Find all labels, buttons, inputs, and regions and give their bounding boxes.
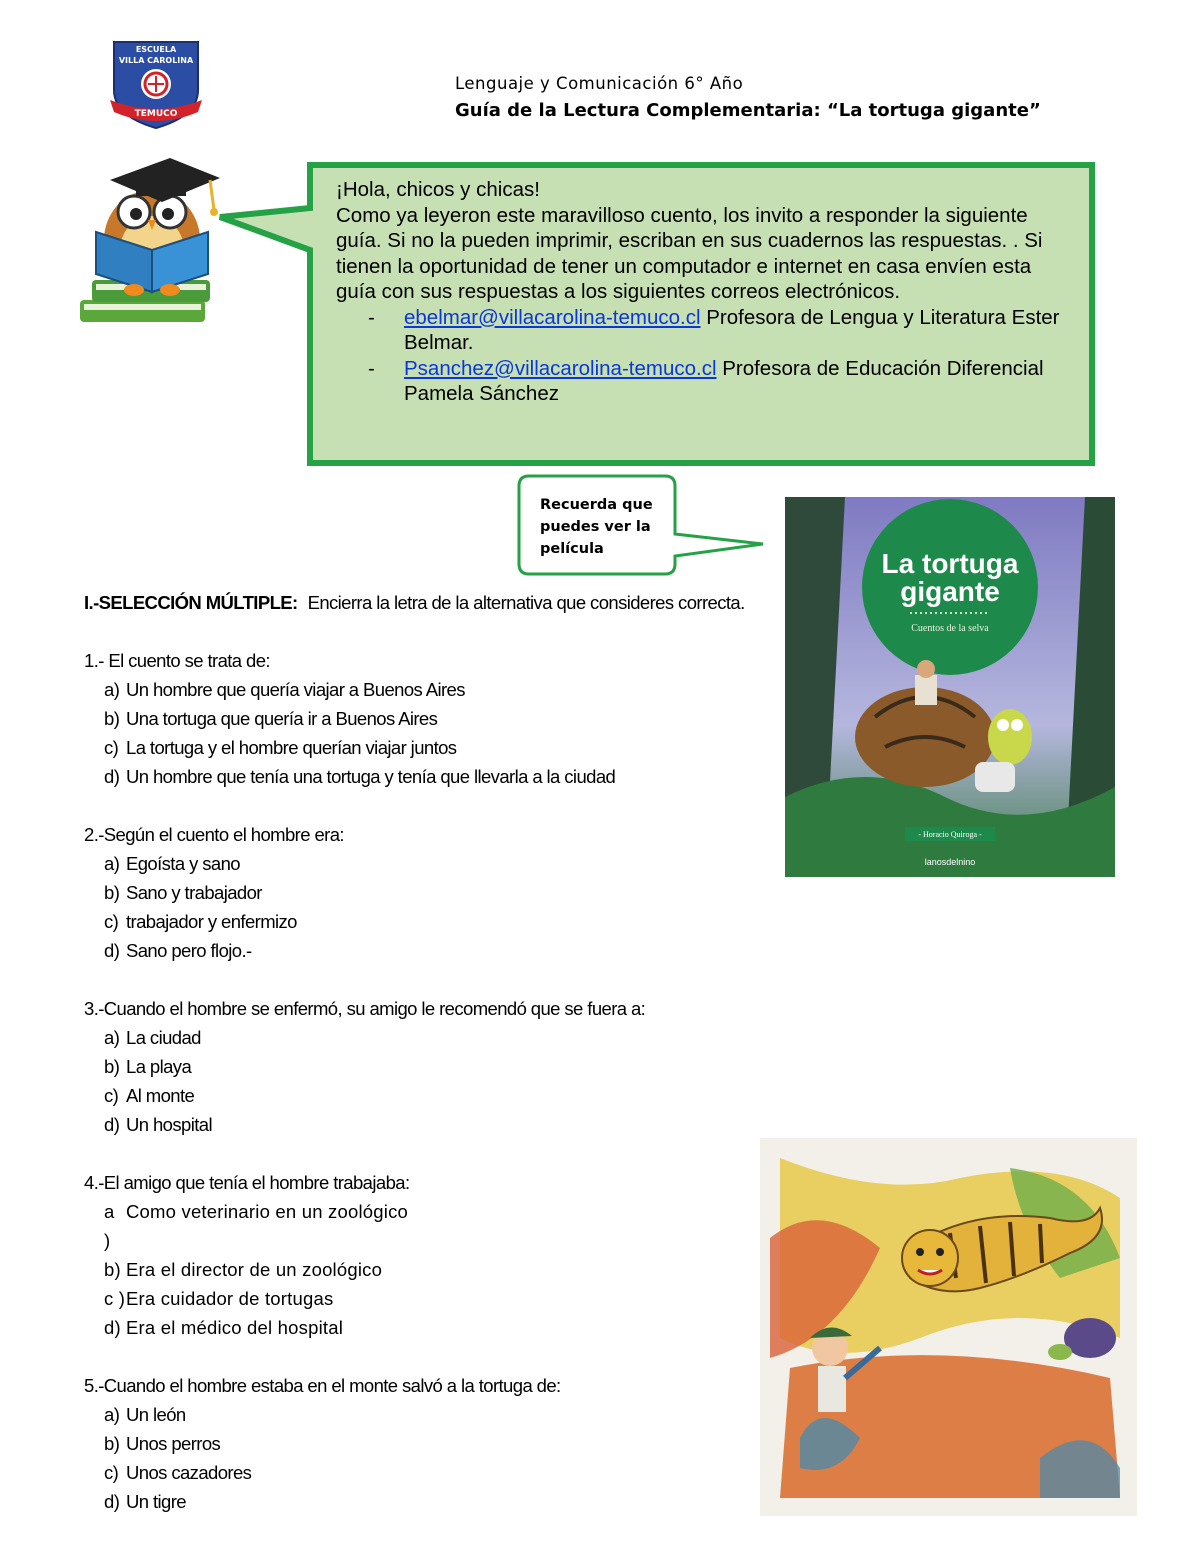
section-heading [84,588,804,617]
answer-option[interactable] [104,1023,804,1052]
answer-option[interactable] [104,1487,804,1516]
subject-line: Lenguaje y Comunicación 6° Año [455,74,744,93]
answer-option[interactable] [104,1313,804,1342]
option-label: b) [104,1056,120,1077]
callout-text: Recuerda que puedes ver la película [540,497,653,557]
option-text: Un león [126,1404,186,1425]
option-label: b) [104,708,120,729]
option-text: Como veterinario en un zoológico [126,1201,409,1222]
school-logo [108,38,204,130]
answer-option[interactable] [104,1284,804,1313]
option-label: d) [104,1317,121,1338]
option-text: Unos cazadores [126,1462,252,1483]
answer-option[interactable] [104,1110,804,1139]
option-label: d) [104,1114,120,1135]
page-title: Guía de la Lectura Complementaria: “La tortuga gigante” [455,100,1041,121]
option-label: a) [104,1027,120,1048]
logo-top-text: ESCUELA [135,45,177,54]
option-label: a) [104,1404,120,1425]
cover-title-line2: gigante [900,576,1000,607]
option-label: d) [104,940,120,961]
answer-option[interactable] [104,1081,804,1110]
question-5 [84,1371,804,1516]
option-text: Era el médico del hospital [126,1317,344,1338]
answer-option[interactable] [104,704,804,733]
option-text: Un tigre [126,1491,186,1512]
option-text: Sano y trabajador [126,882,262,903]
question-text: 3.-Cuando el hombre se enfermó, su amigo le recomendó que se fuera a: [84,998,646,1019]
question-text: 5.-Cuando el hombre estaba en el monte salvó a la tortuga de: [84,1375,561,1396]
email-link-ebelmar[interactable]: ebelmar@villacarolina-temuco.cl [404,305,701,329]
contact-text [404,356,1076,407]
cover-title-line1: La tortuga [881,548,1019,579]
list-dash: - [368,356,375,380]
section-label: I.-SELECCIÓN MÚLTIPLE: [84,592,298,613]
email-link-psanchez[interactable]: Psanchez@villacarolina-temuco.cl [404,356,717,380]
option-label: c ) [104,1288,126,1309]
option-text: La playa [126,1056,192,1077]
option-label: a) [104,679,120,700]
answer-option[interactable] [104,675,804,704]
answer-option[interactable] [104,936,804,965]
option-text: Un hombre que tenía una tortuga y tenía que llevarla a la ciudad [126,766,616,787]
answer-option[interactable] [104,1255,804,1284]
option-label: c) [104,1085,119,1106]
answer-option[interactable] [104,1429,804,1458]
section-instruction: Encierra la letra de la alternativa que consideres correcta. [307,592,745,613]
owl-reading-illustration [70,150,230,340]
option-label: d) [104,766,120,787]
answer-option[interactable] [104,1400,804,1429]
option-label: c) [104,911,119,932]
bubble-message [336,177,1076,407]
option-text: Egoísta y sano [126,853,240,874]
bubble-body: Como ya leyeron este maravilloso cuento, los invito a responder la siguiente guía. Si no la pueden imprimir, escriban en sus cuadernos las respuestas. . Si tienen la oportunidad de tener un computador e internet en casa envíen esta guía con sus respuestas a los siguientes correos electrónicos. [336,203,1043,303]
question-4 [84,1168,804,1342]
answer-option[interactable] [104,907,804,936]
question-2 [84,820,804,965]
answer-option[interactable] [104,762,804,791]
cover-author: - Horacio Quiroga - [918,830,982,839]
question-text: 4.-El amigo que tenía el hombre trabajaba: [84,1172,410,1193]
option-label: a ) [104,1201,115,1251]
option-text: La ciudad [126,1027,201,1048]
list-dash: - [368,305,375,329]
option-label: d) [104,1491,120,1512]
answer-option[interactable] [104,878,804,907]
contact-description: Profesora de Lengua y Literatura Ester Belmar. [404,305,1060,354]
option-label: b) [104,882,120,903]
cover-publisher: lanosdelnino [924,857,976,867]
option-label: b) [104,1433,120,1454]
option-text: Unos perros [126,1433,221,1454]
logo-city-text: TEMUCO [134,109,178,119]
bubble-greeting: ¡Hola, chicos y chicas! [336,178,540,201]
option-text: Al monte [126,1085,195,1106]
option-label: c) [104,1462,119,1483]
option-text: Era el director de un zoológico [126,1259,383,1280]
option-label: a) [104,853,120,874]
answer-option[interactable] [104,1458,804,1487]
option-text: La tortuga y el hombre querían viajar juntos [126,737,457,758]
option-text: Sano pero flojo.- [126,940,252,961]
answer-option[interactable] [104,733,804,762]
tiger-illustration [760,1138,1137,1516]
option-label: b) [104,1259,121,1280]
contact-text [404,305,1076,356]
answer-option[interactable] [104,1197,804,1255]
option-text: Una tortuga que quería ir a Buenos Aires [126,708,438,729]
question-3 [84,994,804,1139]
option-label: c) [104,737,119,758]
contact-item [336,305,1076,356]
cover-subtitle: Cuentos de la selva [911,623,989,634]
answer-option[interactable] [104,849,804,878]
answer-option[interactable] [104,1052,804,1081]
question-1 [84,646,804,791]
book-cover-image [785,497,1115,877]
contact-description: Profesora de Educación Diferencial Pamela Sánchez [404,356,1044,405]
option-text: Un hospital [126,1114,212,1135]
logo-name-text: VILLA CAROLINA [118,56,194,65]
option-text: Un hombre que quería viajar a Buenos Aires [126,679,465,700]
contact-item [336,356,1076,407]
option-text: Era cuidador de tortugas [126,1288,334,1309]
option-text: trabajador y enfermizo [126,911,297,932]
question-text: 2.-Según el cuento el hombre era: [84,824,344,845]
question-text: 1.- El cuento se trata de: [84,650,270,671]
quiz-section [84,588,804,1545]
